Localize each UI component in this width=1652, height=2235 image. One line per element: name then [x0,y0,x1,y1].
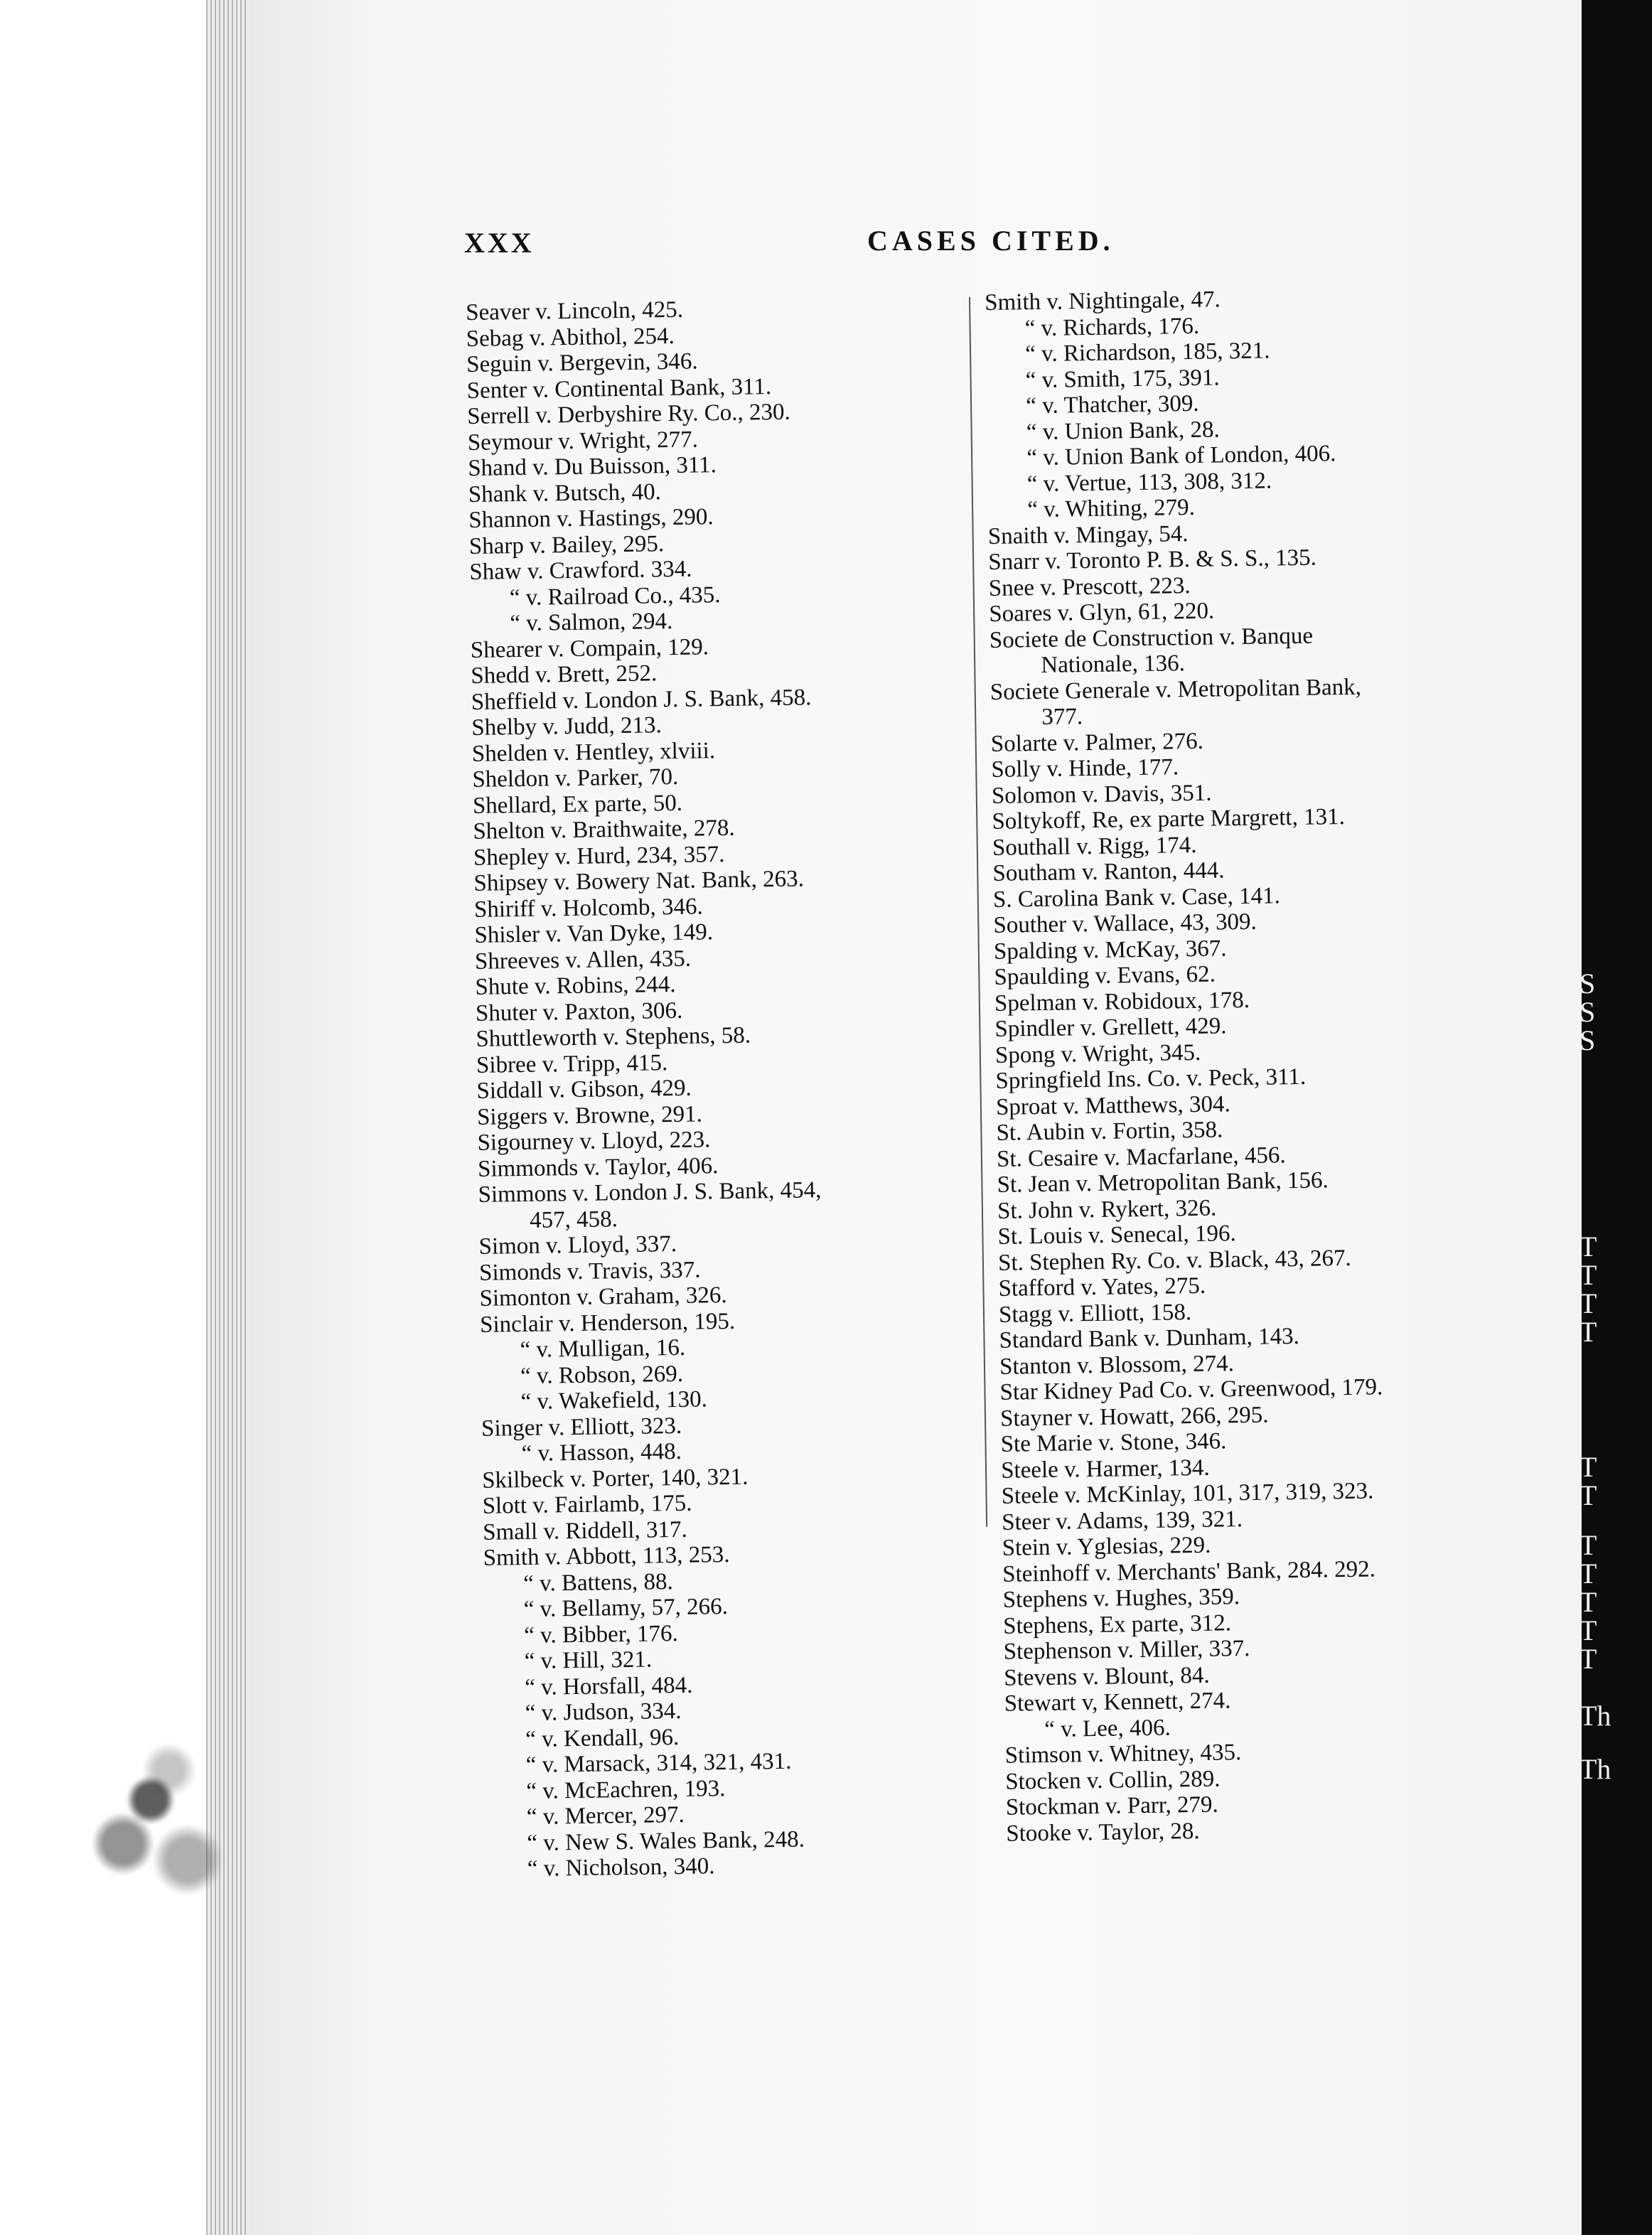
case-entry: Societe Generale v. Metropolitan Bank, [989,674,1362,705]
margin-fragment: T [1579,1287,1597,1319]
case-entry: Shaw v. Crawford. 334. [469,556,692,585]
case-entry-continuation: 377. [1041,704,1083,730]
case-entry: Stayner v. Howatt, 266, 295. [999,1402,1269,1432]
case-entry: Stein v. Yglesias, 229. [1002,1532,1211,1561]
case-entry: Sinclair v. Henderson, 195. [479,1308,736,1338]
case-entry: “ v. New S. Wales Bank, 248. [527,1826,805,1856]
margin-fragment: S [1579,1024,1596,1056]
margin-fragment: T [1579,1316,1597,1348]
case-entry: “ v. Battens, 88. [522,1568,673,1597]
case-entry: “ v. Smith, 175, 391. [1025,364,1220,393]
case-entry: “ v. Railroad Co., 435. [509,581,721,611]
case-entry: “ v. Robson, 269. [520,1361,684,1389]
case-entry: Seymour v. Wright, 277. [467,426,699,456]
case-entry: Sibree v. Tripp, 415. [476,1049,668,1078]
facing-page-edge [1582,0,1652,2235]
case-entry: Star Kidney Pad Co. v. Greenwood, 179. [999,1374,1383,1405]
right-gutter [1546,0,1582,2235]
case-entry: Shute v. Robins, 244. [475,971,676,1000]
case-entry: “ v. Judson, 334. [525,1698,682,1727]
margin-fragment: S [1579,968,1596,999]
case-entry: “ v. Marsack, 314, 321, 431. [525,1748,792,1779]
case-entry: “ v. Nicholson, 340. [527,1853,715,1882]
case-entry: St. Louis v. Senecal, 196. [997,1221,1236,1250]
case-entry: “ v. Hasson, 448. [521,1438,682,1467]
case-entry: “ v. Richards, 176. [1024,313,1200,341]
case-entry: Sebag v. Abithol, 254. [466,323,675,352]
case-entry: Shuter v. Paxton, 306. [475,997,683,1027]
case-entry: “ v. Salmon, 294. [510,608,673,637]
margin-fragment: T [1579,1558,1597,1590]
case-entry: S. Carolina Bank v. Case, 141. [992,882,1281,913]
case-entry: St. Cesaire v. Macfarlane, 456. [996,1142,1286,1172]
case-entry: “ v. Bibber, 176. [523,1620,678,1649]
case-entry: Slott v. Fairlamb, 175. [482,1490,692,1519]
case-entry: Springfield Ins. Co. v. Peck, 311. [995,1063,1307,1094]
case-entry: Singer v. Elliott, 323. [481,1413,682,1442]
case-entry: Solly v. Hinde, 177. [991,754,1179,783]
case-entry: Stimson v. Whitney, 435. [1004,1740,1242,1769]
case-entry: Stevens v. Blount, 84. [1004,1662,1210,1691]
case-entry: Stephens, Ex parte, 312. [1002,1609,1232,1639]
case-entry: Shipsey v. Bowery Nat. Bank, 263. [473,866,805,896]
case-entry: Ste Marie v. Stone, 346. [1000,1428,1227,1457]
case-entry: Steer v. Adams, 139, 321. [1001,1506,1243,1535]
case-entry: St. Stephen Ry. Co. v. Black, 43, 267. [997,1245,1352,1276]
case-entry: Steele v. McKinlay, 101, 317, 319, 323. [1001,1478,1374,1509]
case-entry: Soltykoff, Re, ex parte Margrett, 131. [992,803,1346,835]
case-entry: Senter v. Continental Bank, 311. [466,373,772,404]
case-entry: Soares v. Glyn, 61, 220. [989,598,1215,627]
case-entry: Snee v. Prescott, 223. [988,572,1191,601]
case-entry: “ v. Kendall, 96. [525,1724,680,1752]
case-entry: Southall v. Rigg, 174. [992,832,1197,861]
case-entry: Serrell v. Derbyshire Ry. Co., 230. [467,399,790,429]
case-entry: Steinhoff v. Merchants' Bank, 284. 292. [1002,1555,1376,1587]
margin-fragment: T [1579,1529,1597,1561]
case-entry-continuation: 457, 458. [529,1206,618,1233]
page-numeral: XXX [464,227,535,259]
case-entry: Shisler v. Van Dyke, 149. [474,919,714,948]
case-entry: St. John v. Rykert, 326. [997,1195,1217,1224]
case-entry: Stafford v. Yates, 275. [998,1272,1206,1302]
case-entry: Stephens v. Hughes, 359. [1002,1584,1240,1613]
case-entry: Simmonds v. Taylor, 406. [477,1152,719,1182]
case-entry: “ v. Bellamy, 57, 266. [523,1594,729,1623]
case-entry: Societe de Construction v. Banque [989,623,1314,653]
case-entry: St. Jean v. Metropolitan Bank, 156. [997,1167,1329,1198]
case-entry: “ v. Whiting, 279. [1027,494,1196,523]
page-title: CASES CITED. [867,225,1115,257]
case-entry: Stewart v, Kennett, 274. [1004,1688,1231,1717]
case-entry: “ v. Wakefield, 130. [520,1386,708,1415]
case-entry: Shreeves v. Allen, 435. [474,945,692,975]
case-entry: Simon v. Lloyd, 337. [478,1231,677,1260]
case-entry: Small v. Riddell, 317. [482,1516,687,1545]
case-entry: “ v. McEachren, 193. [526,1775,726,1804]
margin-fragment: T [1579,1643,1597,1675]
case-entry: “ v. Vertue, 113, 308, 312. [1026,467,1272,497]
case-entry: Shellard, Ex parte, 50. [472,790,683,819]
case-entry: “ v. Hill, 321. [524,1646,653,1675]
margin-fragment: T [1579,1586,1597,1618]
case-entry: St. Aubin v. Fortin, 358. [996,1117,1223,1146]
case-entry: Shank v. Butsch, 40. [468,478,662,508]
case-entry: Solarte v. Palmer, 276. [990,728,1204,757]
case-entry: Smith v. Abbott, 113, 253. [483,1541,730,1571]
margin-fragment: T [1579,1231,1597,1263]
case-entry: Shiriff v. Holcomb, 346. [473,893,703,923]
case-entry: “ v. Thatcher, 309. [1026,390,1199,419]
left-column [466,293,1014,1883]
margin-fragment: T [1579,1614,1597,1646]
right-column [985,282,1547,1846]
case-entry: Spalding v. McKay, 367. [993,935,1227,965]
case-entry: Shannon v. Hastings, 290. [468,504,714,533]
case-entry: Stephenson v. Miller, 337. [1003,1635,1250,1665]
case-entry: Stockman v. Parr, 279. [1005,1791,1219,1821]
case-entry: Shelby v. Judd, 213. [471,712,663,741]
case-entry: Seguin v. Bergevin, 346. [466,348,698,377]
case-entry: Stanton v. Blossom, 274. [999,1350,1235,1380]
case-entry: Spaulding v. Evans, 62. [994,961,1216,990]
case-entry: Souther v. Wallace, 43, 309. [993,909,1257,938]
case-entry: “ v. Union Bank, 28. [1026,416,1220,445]
case-entry: Solomon v. Davis, 351. [991,780,1212,809]
case-entry: “ v. Horsfall, 484. [525,1672,693,1700]
margin-fragment: T [1579,1259,1597,1291]
case-entry: Sheffield v. London J. S. Bank, 458. [471,684,812,715]
paper-stain [68,1720,252,1919]
case-entry: Sproat v. Matthews, 304. [995,1090,1230,1120]
case-entry: Sheldon v. Parker, 70. [472,763,679,793]
margin-fragment: T [1579,1451,1597,1483]
case-entry: Shepley v. Hurd, 234, 357. [473,841,725,871]
case-entry: Shand v. Du Buisson, 311. [468,452,717,481]
case-entry: Shearer v. Compain, 129. [470,633,709,663]
case-entry: Spong v. Wright, 345. [994,1039,1201,1068]
case-entry: Stooke v. Taylor, 28. [1006,1818,1200,1847]
case-entry: Shedd v. Brett, 252. [471,660,658,689]
margin-fragment: Th [1579,1700,1611,1732]
case-entry: Shelden v. Hentley, xlviii. [471,737,716,767]
case-entry: Spindler v. Grellett, 429. [994,1013,1227,1042]
margin-fragment: S [1579,996,1596,1028]
case-entry: Skilbeck v. Porter, 140, 321. [481,1464,749,1494]
case-entry: “ v. Union Bank of London, 406. [1026,441,1336,471]
margin-fragment: T [1579,1479,1597,1511]
case-entry: Simonton v. Graham, 326. [479,1282,727,1312]
case-entry: Shelton v. Braithwaite, 278. [473,815,735,845]
case-entry: Simonds v. Travis, 337. [478,1257,701,1286]
case-entry: Steele v. Harmer, 134. [1000,1454,1210,1484]
case-entry: “ v. Mercer, 297. [526,1801,685,1831]
margin-fragment: Th [1579,1753,1611,1785]
case-entry: Stocken v. Collin, 289. [1005,1766,1221,1795]
case-entry: Southam v. Ranton, 444. [992,857,1225,886]
case-entry: Shuttleworth v. Stephens, 58. [476,1022,751,1052]
case-entry: Smith v. Nightingale, 47. [985,286,1221,316]
case-entry: Standard Bank v. Dunham, 143. [999,1323,1300,1354]
case-entry: Siggers v. Browne, 291. [476,1100,703,1130]
case-entry: Sigourney v. Lloyd, 223. [477,1127,711,1156]
case-entry: Snarr v. Toronto P. B. & S. S., 135. [988,545,1317,575]
case-entry: Sharp v. Bailey, 295. [468,530,665,559]
case-entry: “ v. Lee, 406. [1044,1715,1171,1742]
case-entry: Siddall v. Gibson, 429. [476,1075,692,1104]
case-entry: “ v. Mulligan, 16. [520,1334,686,1363]
case-entry: “ v. Richardson, 185, 321. [1025,338,1270,368]
case-entry: Seaver v. Lincoln, 425. [466,296,684,326]
case-entry: Spelman v. Robidoux, 178. [994,987,1250,1017]
case-entry: Stagg v. Elliott, 158. [998,1299,1192,1328]
case-entry: Simmons v. London J. S. Bank, 454, [478,1177,822,1208]
case-entry: Snaith v. Mingay, 54. [987,520,1189,550]
case-entry-continuation: Nationale, 136. [1041,650,1186,678]
